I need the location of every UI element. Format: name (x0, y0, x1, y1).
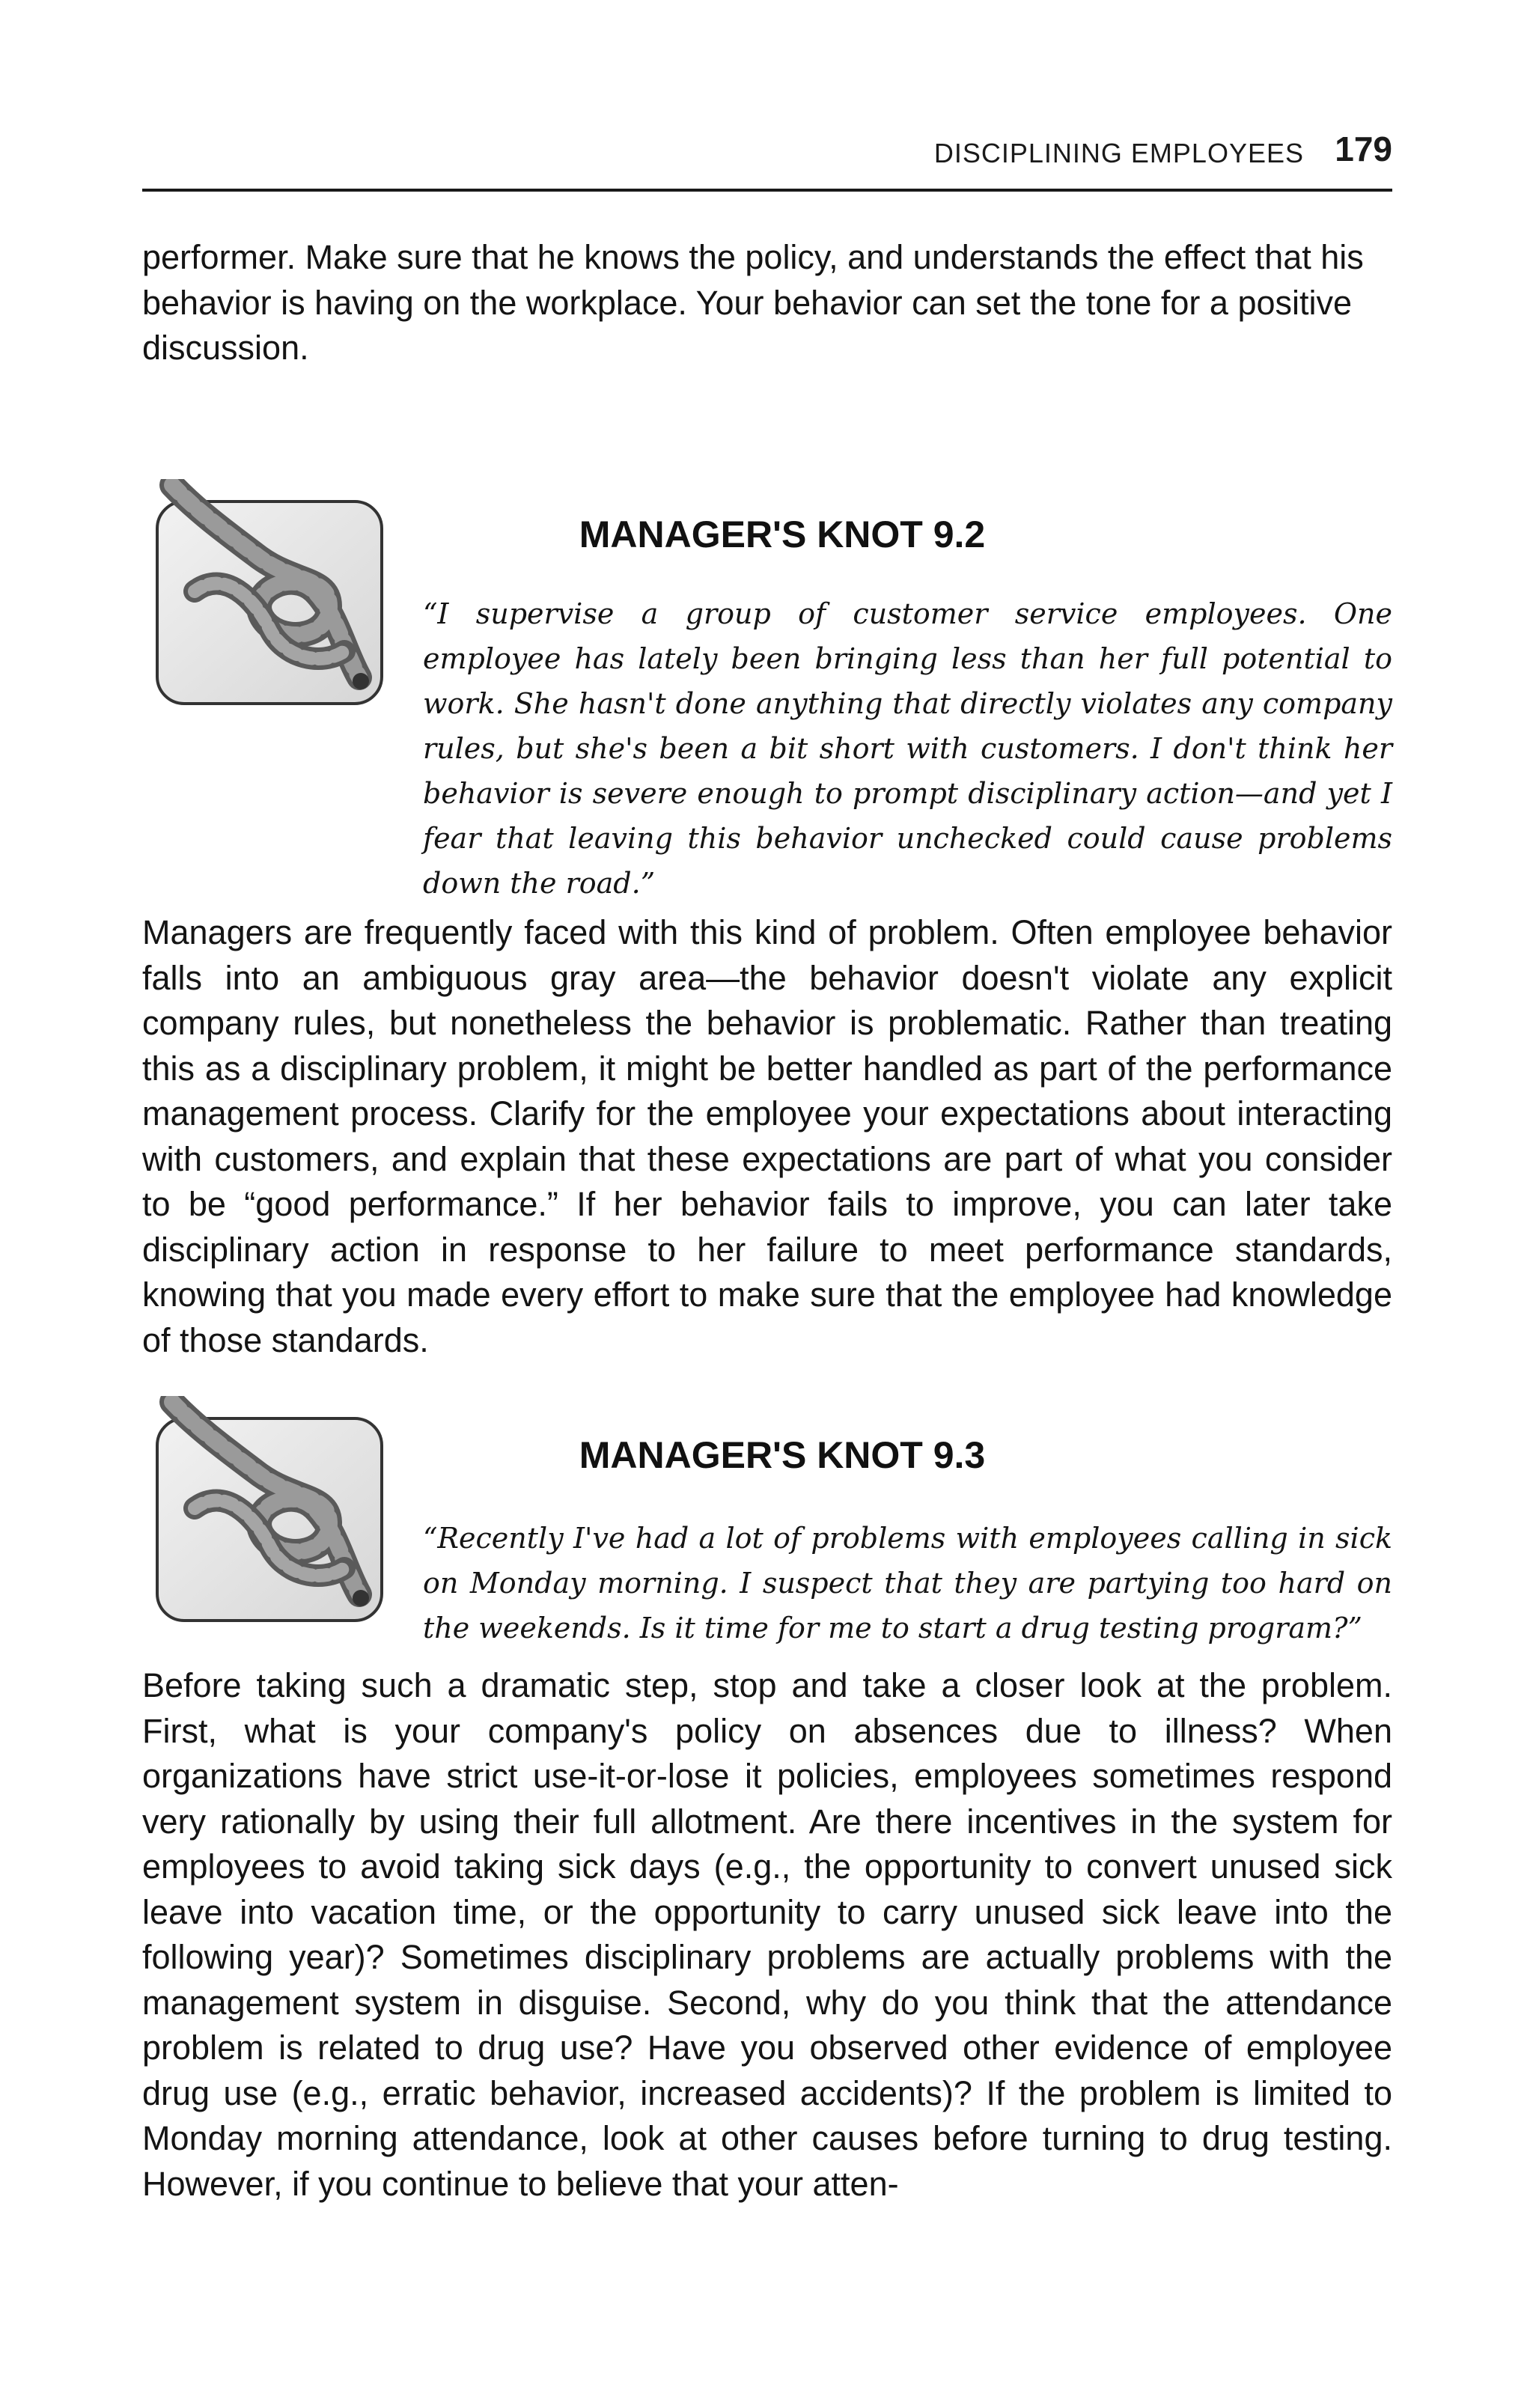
page-number: 179 (1335, 129, 1392, 168)
body-paragraph: performer. Make sure that he knows the policy, and understands the effect that his behavior is having on the workplace. Your behavior can set the tone for a positive discussion. (142, 238, 1364, 367)
managers-knot-box (142, 1396, 1392, 1643)
rope-knot-icon (142, 1396, 397, 1636)
running-title: DISCIPLINING EMPLOYEES (933, 138, 1304, 168)
managers-knot-box (142, 479, 1392, 898)
running-header (142, 129, 1392, 192)
knot-title: MANAGER'S KNOT 9.2 (579, 513, 986, 555)
body-paragraph: Managers are frequently faced with this kind of problem. Often employee behavior falls into an ambiguous gray area—the behavior doesn't violate any explicit company rules, but nonetheless the behavior is problematic. Rather than treating this as a disciplinary problem, it might be better handled as part of the performance management process. Clarify for the employee your expectations about interacting with customers, and explain that these expectations are part of what you consider to be “good performance.” If her behavior fails to improve, you can later take disciplinary action in response to her failure to meet performance standards, knowing that you made every effort to make sure that the employee had knowledge of those standards. (142, 913, 1392, 1359)
body-paragraph: Before taking such a dramatic step, stop and take a closer look at the problem. First, what is your company's policy on absences due to illness? When organizations have strict use-it-or-lose it policies, employees sometimes respond very rationally by using their full allotment. Are there incentives in the system for employees to avoid taking sick days (e.g., the opportunity to convert unused sick leave into vacation time, or the opportunity to carry unused sick leave into the following year)? Sometimes disciplinary problems are actually problems with the management system in disguise. Second, why do you think that the attendance problem is related to drug use? Have you observed other evidence of employee drug use (e.g., erratic behavior, increased accidents)? If the problem is limited to Monday morning attendance, look at other causes before turning to drug testing. However, if you continue to believe that your atten- (142, 1666, 1392, 2203)
knot-quote: “I supervise a group of customer service employees. One employee has lately been bringing less than her full potential to work. She hasn't done anything that directly violates any company rules, but she's been a bit short with customers. I don't think her behavior is severe enough to prompt disciplinary action—and yet I fear that leaving this behavior unchecked could cause problems down the road.” (423, 597, 1392, 900)
rope-knot-icon (142, 479, 397, 719)
knot-quote: “Recently I've had a lot of problems with employees calling in sick on Monday morning. I suspect that they are partying too hard on the weekends. Is it time for me to start a drug testing program?” (423, 1522, 1392, 1645)
knot-title: MANAGER'S KNOT 9.3 (579, 1434, 986, 1476)
